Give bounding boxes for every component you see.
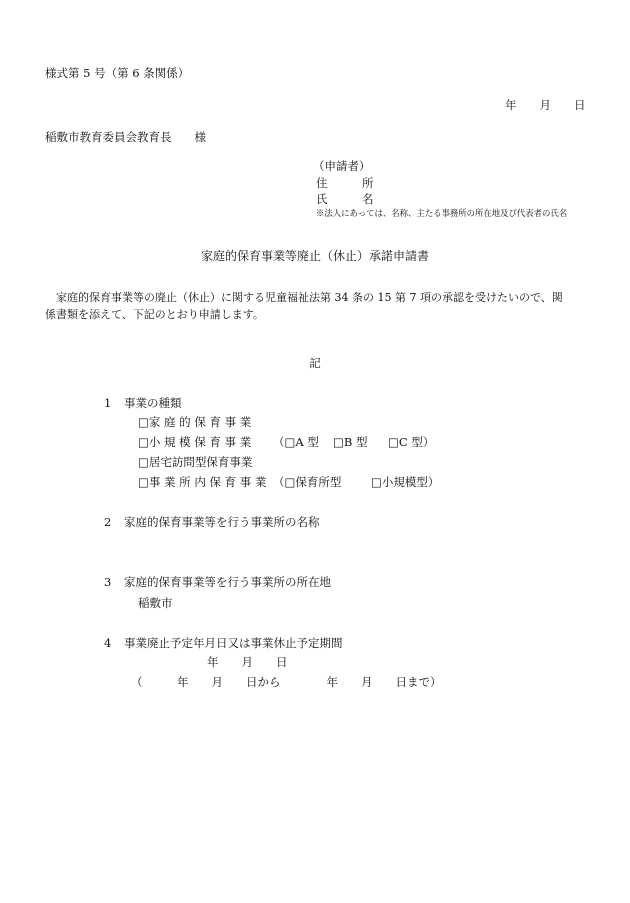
option-home-visit-daycare: □居宅訪問型保育事業 (138, 455, 253, 469)
location-city: 稲敷市 (138, 596, 173, 610)
section-number: 4 (104, 636, 112, 650)
option-workplace-nursery-type: （□保育所型 (273, 475, 342, 489)
date-line: 年 月 日 (505, 98, 586, 112)
option-workplace-daycare: □事 業 所 内 保 育 事 業 (138, 475, 267, 489)
body-line: 家庭的保育事業等の廃止（休止）に関する児童福祉法第 34 条の 15 第 7 項の承認を受けたいので、関 (45, 291, 563, 304)
planned-date: 年 月 日 (207, 655, 288, 669)
body-line: 係書類を添えて、下記のとおり申請します。 (45, 308, 264, 321)
ki-heading: 記 (309, 356, 321, 370)
option-small-daycare: □小 規 模 保 育 事 業 (138, 435, 252, 449)
applicant-note: ※法人にあっては、名称、主たる事務所の所在地及び代表者の氏名 (316, 208, 568, 218)
section-heading: 家庭的保育事業等を行う事業所の所在地 (124, 575, 331, 589)
applicant-address-label: 住 所 (316, 176, 374, 190)
planned-period: （ 年 月 日から 年 月 日まで） (131, 675, 442, 689)
section-number: 2 (104, 515, 112, 529)
document-title: 家庭的保育事業等廃止（休止）承諾申請書 (200, 249, 429, 263)
section-heading: 事業の種類 (124, 396, 182, 410)
option-small-type-c: □C 型） (388, 435, 435, 449)
option-small-type-b: □B 型 (333, 435, 368, 449)
section-heading: 家庭的保育事業等を行う事業所の名称 (124, 515, 320, 529)
option-workplace-small-type: □小規模型） (371, 475, 440, 489)
section-number: 3 (104, 575, 112, 589)
option-family-daycare: □家 庭 的 保 育 事 業 (138, 415, 252, 429)
option-small-type-a: （□A 型 (273, 435, 319, 449)
applicant-heading: （申請者） (313, 159, 371, 173)
section-number: 1 (104, 396, 112, 410)
addressee: 稲敷市教育委員会教育長 様 (45, 130, 206, 144)
form-number: 様式第 5 号（第 6 条関係） (45, 66, 190, 80)
applicant-name-label: 氏 名 (316, 192, 374, 206)
section-heading: 事業廃止予定年月日又は事業休止予定期間 (124, 636, 343, 650)
